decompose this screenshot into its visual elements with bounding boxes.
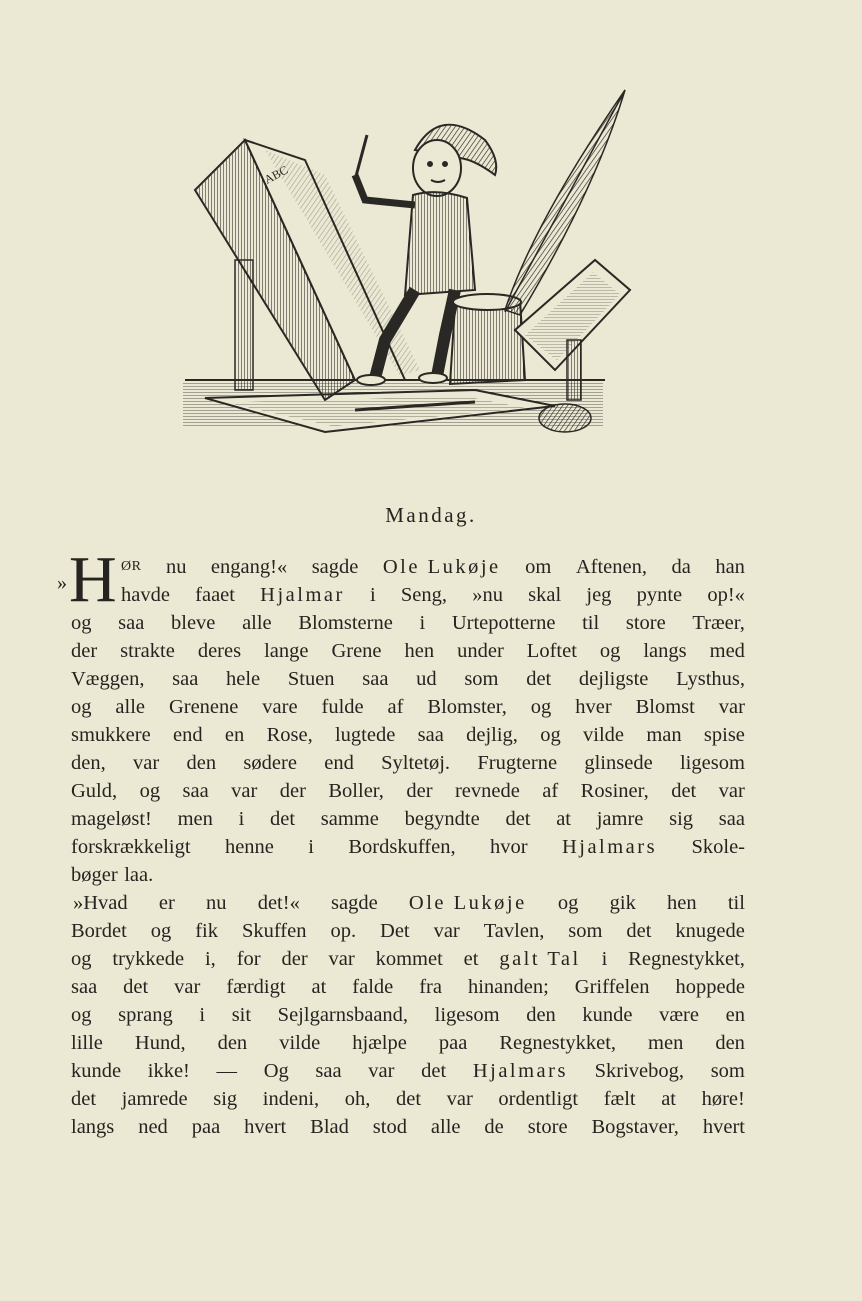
text-line [71, 917, 745, 945]
word: som [710, 1060, 745, 1082]
word: trykkede [112, 948, 185, 970]
word: fælt [603, 1088, 636, 1110]
word: og [139, 780, 161, 802]
word: var [231, 780, 258, 802]
word: det [421, 1060, 447, 1082]
word: store [625, 612, 666, 634]
text-line [71, 889, 745, 917]
word: af [542, 780, 559, 802]
word: saa [315, 1060, 342, 1082]
word: i [601, 948, 608, 970]
word: strakte [120, 640, 175, 662]
word: saa [417, 724, 444, 746]
word: Frugterne [477, 752, 558, 774]
word: ligesom [434, 1004, 500, 1026]
word: Sejlgarnsbaand, [277, 1004, 409, 1026]
word: forskrækkeligt [71, 836, 191, 858]
word: det [505, 808, 531, 830]
word: de [484, 1116, 504, 1138]
word: det [270, 808, 296, 830]
word: sagde [311, 556, 359, 578]
word: faaet [195, 584, 235, 606]
word: og [71, 948, 92, 970]
word: alle [430, 1116, 461, 1138]
word: jamre [596, 808, 644, 830]
word: »nu [472, 584, 503, 606]
word: op!« [707, 584, 745, 606]
text-line [71, 1057, 745, 1085]
word: langs [71, 1116, 115, 1138]
word: saa [172, 668, 199, 690]
text-line [71, 777, 745, 805]
word: Ole Lukøje [408, 892, 527, 914]
word: i [238, 808, 245, 830]
word: Grenene [168, 696, 239, 718]
text-line [71, 1113, 745, 1141]
word: Træer, [692, 612, 745, 634]
word: dejligste [578, 668, 649, 690]
word: den, [71, 752, 106, 774]
text-line [71, 861, 745, 889]
word: i [419, 612, 426, 634]
word: hinanden; [467, 976, 549, 998]
word: store [527, 1116, 568, 1138]
text-line [71, 973, 745, 1001]
word: hen [404, 640, 435, 662]
word: lille [71, 1032, 103, 1054]
body-text [57, 543, 745, 1141]
word: der [71, 640, 98, 662]
word: laa. [124, 864, 154, 886]
word: paa [438, 1032, 468, 1054]
word: Bordet [71, 920, 127, 942]
word: hen [667, 892, 697, 914]
word: »Hvad [73, 892, 128, 914]
word: ud [416, 668, 437, 690]
word: skal [528, 584, 562, 606]
word: var [446, 1088, 473, 1110]
word: vilde [583, 724, 625, 746]
word: der [279, 780, 306, 802]
text-line [71, 1001, 745, 1029]
word: fra [419, 976, 442, 998]
word: Blomst [635, 696, 695, 718]
word: Blomster, [427, 696, 507, 718]
word: hele [226, 668, 261, 690]
word: hvor [489, 836, 528, 858]
word: det [123, 976, 149, 998]
word: saa [71, 976, 98, 998]
word: være [659, 1004, 699, 1026]
word: af [387, 696, 404, 718]
word: det [626, 920, 652, 942]
word: til [582, 612, 600, 634]
word: for [236, 948, 261, 970]
word: bøger [71, 864, 118, 886]
text-line [71, 581, 745, 609]
word: i [199, 1004, 206, 1026]
word: Syltetøj. [381, 752, 451, 774]
word: Griffelen [574, 976, 650, 998]
word: hver [575, 696, 612, 718]
word: Væggen, [71, 668, 145, 690]
word: paa [191, 1116, 221, 1138]
word: Rosiner, [580, 780, 649, 802]
word: Rose, [266, 724, 313, 746]
word: Blomsterne [298, 612, 393, 634]
word: det [526, 668, 552, 690]
word: var [328, 948, 355, 970]
word: som [464, 668, 499, 690]
text-line [71, 805, 745, 833]
word: smukkere [71, 724, 151, 746]
word: saa [362, 668, 389, 690]
word: gik [609, 892, 636, 914]
text-line [71, 553, 745, 581]
word: lugtede [334, 724, 396, 746]
word: man [646, 724, 682, 746]
word: det!« [257, 892, 300, 914]
word: sig [213, 1088, 238, 1110]
word: da [671, 556, 691, 578]
text-line [71, 1085, 745, 1113]
word: end [173, 724, 203, 746]
word: sødere [243, 752, 297, 774]
text-line [71, 721, 745, 749]
word: falde [352, 976, 394, 998]
word: hoppede [675, 976, 745, 998]
word: lange [264, 640, 309, 662]
word: om [525, 556, 552, 578]
word: nu [206, 892, 227, 914]
word: pynte [636, 584, 683, 606]
word: var [133, 752, 160, 774]
word: ned [138, 1116, 168, 1138]
word: Det [380, 920, 410, 942]
word: deres [197, 640, 242, 662]
word: ligesom [679, 752, 745, 774]
word: hjælpe [352, 1032, 407, 1054]
word: Skrivebog, [594, 1060, 685, 1082]
word: til [727, 892, 745, 914]
word: galt Tal [499, 948, 581, 970]
text-line [71, 945, 745, 973]
word: Stuen [287, 668, 335, 690]
word: den [526, 1004, 556, 1026]
word: stod [372, 1116, 407, 1138]
word: alle [242, 612, 272, 634]
word: Ole Lukøje [382, 556, 501, 578]
word: havde [121, 584, 170, 606]
text-line [71, 833, 745, 861]
word: jamrede [121, 1088, 188, 1110]
word: saa [182, 780, 209, 802]
word: indeni, [262, 1088, 320, 1110]
word: der [406, 780, 433, 802]
word: var [433, 920, 460, 942]
word: fulde [321, 696, 364, 718]
word: høre! [701, 1088, 745, 1110]
word: Hjalmar [260, 584, 345, 606]
word: saa [718, 808, 745, 830]
book-spine-text: ABC [261, 162, 291, 187]
word: en [224, 724, 245, 746]
word: der [281, 948, 308, 970]
word: nu [165, 556, 187, 578]
word: en [725, 1004, 745, 1026]
word: det [671, 780, 697, 802]
word: henne [224, 836, 274, 858]
word: som [568, 920, 603, 942]
word: var [174, 976, 201, 998]
word: Hjalmars [561, 836, 658, 858]
word: Regnestykket, [499, 1032, 617, 1054]
word: Regnestykket, [628, 948, 745, 970]
word: Aftenen, [575, 556, 647, 578]
word: at [556, 808, 571, 830]
drop-cap-guillemet: » [57, 572, 67, 594]
word: at [311, 976, 327, 998]
word: hvert [702, 1116, 745, 1138]
word: mageløst! [71, 808, 152, 830]
text-line [71, 749, 745, 777]
word: den [715, 1032, 745, 1054]
word: Skole- [691, 836, 745, 858]
word: fik [195, 920, 218, 942]
title-illustration [175, 80, 635, 450]
word: og [530, 696, 552, 718]
word: — [216, 1060, 238, 1082]
word: Hjalmars [472, 1060, 568, 1082]
word: sagde [331, 892, 378, 914]
word: med [709, 640, 745, 662]
word: Hund, [134, 1032, 186, 1054]
word: begyndte [404, 808, 480, 830]
word: end [324, 752, 354, 774]
word: hvert [244, 1116, 287, 1138]
word: den [186, 752, 217, 774]
word: vare [262, 696, 298, 718]
word: alle [115, 696, 146, 718]
word: det [71, 1088, 97, 1110]
word: glinsede [584, 752, 653, 774]
drop-cap-letter: H [69, 543, 117, 616]
word: under [457, 640, 504, 662]
word: Tavlen, [483, 920, 545, 942]
text-line [71, 1029, 745, 1057]
word: Og [263, 1060, 289, 1082]
word: vilde [279, 1032, 321, 1054]
word: op. [330, 920, 357, 942]
text-line [71, 637, 745, 665]
word: kommet [375, 948, 443, 970]
word: den [217, 1032, 248, 1054]
word: Grene [331, 640, 382, 662]
word: Lysthus, [676, 668, 745, 690]
word: sig [669, 808, 694, 830]
word: var [368, 1060, 395, 1082]
text-line [71, 609, 745, 637]
word: det [395, 1088, 422, 1110]
word: Guld, [71, 780, 118, 802]
text-line [71, 693, 745, 721]
word: Urtepotterne [451, 612, 556, 634]
word: knugede [675, 920, 745, 942]
word: i, [204, 948, 216, 970]
word: langs [643, 640, 687, 662]
word: og [71, 1004, 92, 1026]
word: dejlig, [466, 724, 518, 746]
word: revnede [454, 780, 520, 802]
word: kunde [582, 1004, 633, 1026]
word: og [71, 696, 92, 718]
word: og [557, 892, 579, 914]
chapter-heading: Mandag. [385, 503, 477, 527]
word: men [648, 1032, 684, 1054]
word: jeg [586, 584, 612, 606]
word: at [661, 1088, 676, 1110]
word: Skuffen [241, 920, 307, 942]
word: færdigt [226, 976, 286, 998]
text-line [71, 665, 745, 693]
word: han [715, 556, 745, 578]
word: ikke! [147, 1060, 190, 1082]
word: oh, [344, 1088, 371, 1110]
word: men [177, 808, 213, 830]
word: samme [320, 808, 379, 830]
word: engang!« [210, 556, 288, 578]
word: saa [118, 612, 145, 634]
word: er [158, 892, 175, 914]
word: ordentligt [498, 1088, 579, 1110]
word: Seng, [400, 584, 448, 606]
word: var [718, 780, 745, 802]
word: bleve [171, 612, 216, 634]
word: Loftet [526, 640, 577, 662]
word: og [599, 640, 621, 662]
word: et [463, 948, 479, 970]
word: i [308, 836, 314, 858]
word: kunde [71, 1060, 122, 1082]
word: sprang [118, 1004, 173, 1026]
word: og [540, 724, 561, 746]
word: Blad [310, 1116, 349, 1138]
word: sit [231, 1004, 252, 1026]
boy-with-books-and-quill-engraving-icon [175, 80, 635, 450]
word: Boller, [328, 780, 384, 802]
word: og [71, 612, 92, 634]
word: Bogstaver, [591, 1116, 679, 1138]
word: og [150, 920, 172, 942]
word: Bordskuffen, [348, 836, 456, 858]
word: spise [703, 724, 745, 746]
word: ØR [121, 559, 142, 574]
word: var [718, 696, 745, 718]
word: i [370, 584, 376, 606]
